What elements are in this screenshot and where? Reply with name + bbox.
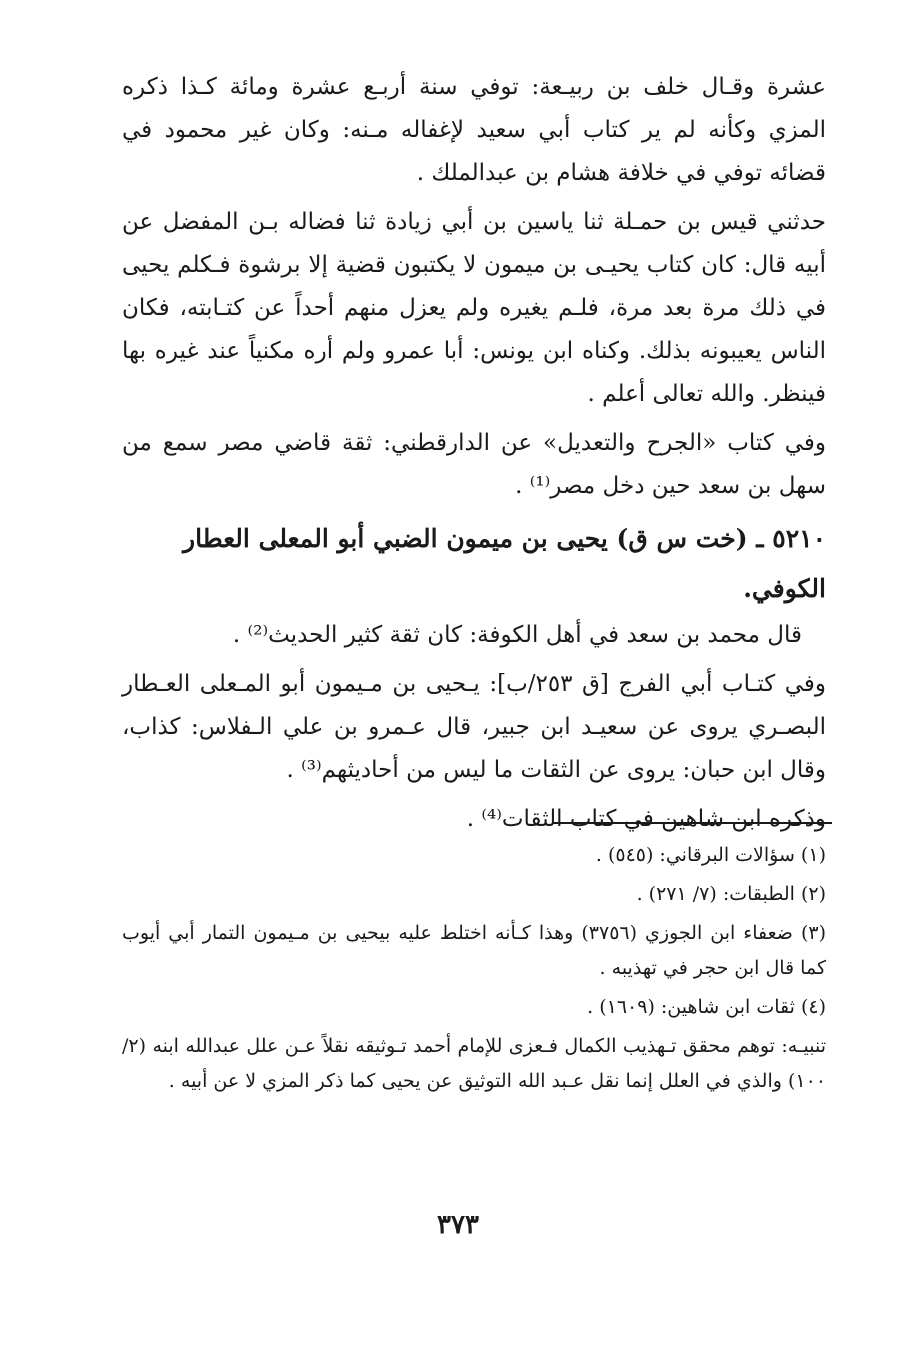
paragraph-5: وفي كتـاب أبي الفرج [ق ٢٥٣/ب]: يـحيى بن مـيمون أبو المـعلى العـطار البصـري يروى عن سعيـد ابن جبير، قال عـمرو بن علي الـفلاس: كذاب، وقال ابن حبان: يروى عن الثقات ما ليس من أحاديثهم⁽³⁾ . [122,671,826,783]
footnote-notice: تنبيـه: توهم محقق تـهذيب الكمال فـعزى للإمام أحمد تـوثيقه نقلاً عـن علل عبدالله ابنه (٢/ ١٠٠) والذي في العلل إنما نقل عـبد الله التوثيق عن يحيى كما ذكر المزي لا عن أبيه . [122,1035,826,1092]
footnote-1: (١) سؤالات البرقاني: (٥٤٥) . [595,844,826,866]
paragraph-1: عشرة وقـال خلف بن ربيـعة: توفي سنة أربـع عشرة ومائة كـذا ذكره المزي وكأنه لم ير كتاب أبي سعيد لإغفاله مـنه: وكان غير محمود في قضائه توفي في خلافة هشام بن عبدالملك . [122,74,826,186]
main-text [122,66,826,841]
footnote-2: (٢) الطبقات: (٧/ ٢٧١) . [636,883,826,905]
page-number: ٣٧٣ [437,1210,479,1240]
footnote-3: (٣) ضعفاء ابن الجوزي (٣٧٥٦) وهذا كـأنه اختلط عليه بيحيى بن مـيمون التمار أبي أيوب كما قال ابن حجر في تهذيبه . [122,922,826,979]
paragraph-6: وذكره ابن شاهين في كتاب الثقات⁽⁴⁾ . [466,806,826,832]
paragraph-4: قال محمد بن سعد في أهل الكوفة: كان ثقة كثير الحديث⁽²⁾ . [232,622,802,648]
paragraph-3: وفي كتاب «الجرح والتعديل» عن الدارقطني: ثقة قاضي مصر سمع من سهل بن سعد حين دخل مصر⁽¹⁾ . [122,430,826,499]
paragraph-2: حدثني قيس بن حمـلة ثنا ياسين بن أبي زيادة ثنا فضاله بـن المفضل عن أبيه قال: كان كتاب يحيـى بن ميمون لا يكتبون قضية إلا برشوة فـكلم يحيى في ذلك مرة بعد مرة، فلـم يغيره ولم يعزل منهم أحداً عن كتـابته، فكان الناس يعيبونه بذلك. وكناه ابن يونس: أبا عمرو ولم أره مكنياً عند غيره بها فينظر. والله تعالى أعلم . [122,209,826,407]
footnote-4: (٤) ثقات ابن شاهين: (١٦٠٩) . [587,996,826,1018]
footnote-divider [552,822,832,824]
footnotes [122,838,826,1099]
entry-heading: ٥٢١٠ ـ (خت س ق) يحيى بن ميمون الضبي أبو المعلى العطار الكوفي. [183,524,826,603]
